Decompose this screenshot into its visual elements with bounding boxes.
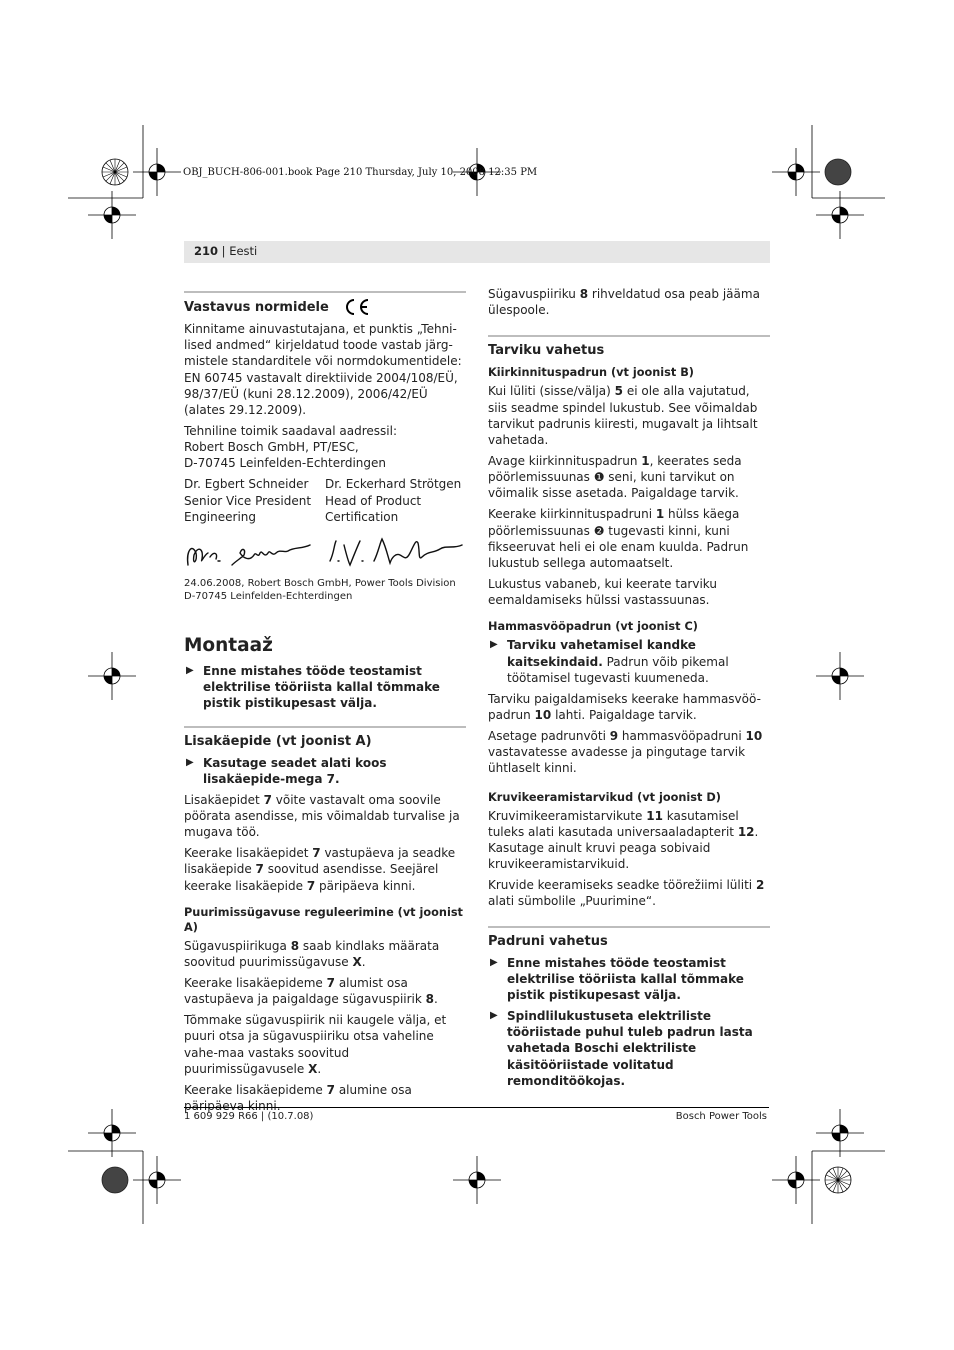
- step-1-icon: ❶: [593, 470, 605, 485]
- text: Dr. Egbert Schneider: [184, 477, 309, 492]
- subsection-title: Kiirkinnituspadrun (vt joonist B): [488, 366, 694, 380]
- t: , keerates seda pöörlemissuunas: [488, 454, 742, 485]
- ref: 7: [306, 878, 316, 893]
- signatory-2: [325, 476, 466, 525]
- t: Kruvide keeramiseks seadke töörežiimi lüliti: [488, 878, 756, 893]
- ref: 7: [326, 976, 335, 991]
- ref: 1: [641, 454, 650, 469]
- subsection-title: Kruvikeeramistarvikud (vt joonist D): [488, 790, 721, 804]
- text: Senior Vice President: [184, 493, 312, 508]
- ref: 8: [579, 287, 589, 301]
- print-info-line: OBJ_BUCH-806-001.book Page 210 Thursday, July 10, 2008 12:35 PM: [183, 167, 538, 178]
- t: Padrun võib pikemal töötamisel tugevasti kuumeneda.: [507, 654, 729, 685]
- text: Dr. Eckerhard Strötgen: [325, 477, 462, 492]
- subsection-title: Hammasvööpadrun (vt joonist C): [488, 620, 698, 634]
- paragraph: [184, 845, 466, 894]
- ref: 7: [255, 862, 264, 877]
- header-separator: |: [218, 244, 230, 258]
- footer-doc-number: 1 609 929 R66 | (10.7.08): [184, 1111, 314, 1122]
- t: hammasvööpadruni: [618, 729, 746, 744]
- t: lahti. Paigaldage tarvik.: [551, 708, 697, 723]
- declaration-address: D-70745 Leinfelden-Echterdingen: [184, 591, 353, 603]
- t: Asetage padrunvõti: [488, 729, 610, 744]
- warning-text: Kasutage seadet alati koos lisakäepide-mega 7.: [203, 755, 387, 786]
- warning-item: [488, 955, 770, 1004]
- step-2-icon: ❷: [593, 523, 605, 538]
- paragraph: [184, 1012, 466, 1077]
- ref: 2: [755, 878, 765, 893]
- ref: 11: [646, 808, 663, 823]
- t: kasutamisel tuleks alati kasutada universaaladapterit: [488, 808, 739, 839]
- warning-item: [488, 637, 770, 686]
- t: soovitud asendisse. Seejärel keerake lisakäepide: [184, 862, 439, 893]
- warning-text: Tarviku vahetamisel kandke kaitsekindaid.: [507, 638, 696, 669]
- section-title: Tarviku vahetus: [488, 343, 605, 359]
- ref: 8: [290, 938, 300, 953]
- ref: 9: [609, 729, 619, 744]
- handwritten-signatures: [184, 531, 466, 575]
- t: vastupäeva ja seadke lisakäepide: [184, 846, 456, 877]
- t: Keerake lisakäepideme: [184, 976, 327, 991]
- left-column: [184, 282, 466, 1119]
- ref: 10: [534, 708, 552, 723]
- t: Sügavuspiirikuga: [184, 938, 291, 953]
- signatories: [184, 476, 466, 525]
- section-title: Lisakäepide (vt joonist A): [184, 733, 372, 749]
- warning-text: Enne mistahes tööde teostamist elektrilise tööriista kallal tõmmake pistik pistikupesast välja.: [203, 664, 440, 711]
- paragraph: Kinnitame ainuvastutajana, et punktis „Tehni-lised andmed“ kirjeldatud toode vastab järg-mistele standarditele või normdokumentidele: EN 60745 vastavalt direktiivide 2004/108/EÜ, 98/37/EÜ (kuni 28.12.2009), 2006/42/EÜ (alates 29.12.2009).: [184, 322, 462, 418]
- t: vastavatesse avadesse ja pingutage tarvik ühtlaselt kinni.: [488, 745, 746, 776]
- t: tugevasti kinni, kuni fikseeruvat heli ei ole enam kuulda. Padrun lukustub sellega automaatselt.: [488, 523, 749, 571]
- t: Kruvimikeeramistarvikute: [488, 808, 647, 823]
- section-conformity: [184, 291, 466, 603]
- paragraph: [184, 938, 466, 970]
- paragraph: [488, 808, 770, 873]
- paragraph: [184, 1082, 466, 1114]
- t: Tarviku paigaldamiseks keerake hammasvöö-padrun: [488, 691, 761, 723]
- t: alumist osa vastupäeva ja paigaldage sügavuspiirik: [184, 976, 426, 1007]
- paragraph: [488, 877, 770, 909]
- page-header-bar: [184, 241, 770, 263]
- t: saab kindlaks määrata soovitud puurimissügavuse: [184, 938, 440, 970]
- ref: 7: [312, 846, 321, 861]
- subsection-title: Puurimissügavuse reguleerimine (vt joonist A): [184, 905, 463, 934]
- t: võite vastavalt oma soovile pöörata asendisse, mis võimaldab turvalise ja mugava töö.: [184, 792, 460, 840]
- paragraph: [488, 728, 770, 777]
- t: alumine osa päripäeva kinni.: [184, 1082, 412, 1114]
- t: Sügavuspiiriku: [488, 287, 580, 301]
- page-number: 210: [194, 244, 219, 258]
- paragraph: [184, 792, 466, 841]
- text: Robert Bosch GmbH, PT/ESC,: [184, 440, 359, 455]
- paragraph: [488, 506, 770, 571]
- paragraph: [184, 423, 466, 472]
- warning-item: [488, 1008, 770, 1089]
- ref: 7: [326, 1082, 335, 1097]
- ref: 8: [425, 992, 434, 1007]
- declaration-date: 24.06.2008, Robert Bosch GmbH, Power Tools Division: [184, 578, 456, 590]
- ref: 7: [263, 792, 272, 807]
- signatory-1: [184, 476, 325, 525]
- paragraph: Lukustus vabaneb, kui keerate tarviku eemaldamiseks hülssi vastassuunas.: [488, 577, 717, 608]
- warning-text: Enne mistahes tööde teostamist elektrilise tööriista kallal tõmmake pistik pistikupesast välja.: [507, 955, 744, 1003]
- header-language: Eesti: [229, 244, 258, 258]
- chapter-title: Montaaž: [184, 635, 273, 657]
- paragraph: [488, 383, 770, 448]
- ref: X: [352, 955, 362, 970]
- ref: 10: [745, 729, 763, 744]
- t: Lisakäepidet: [184, 792, 264, 807]
- t: .: [317, 1061, 322, 1076]
- t: rihveldatud osa peab jääma ülespoole.: [488, 287, 760, 318]
- paragraph: [488, 453, 770, 502]
- t: Keerake kiirkinnituspadruni: [488, 507, 656, 522]
- paragraph: [488, 286, 770, 318]
- section-chuck-change: [488, 926, 770, 1089]
- t: päripäeva kinni.: [315, 878, 416, 893]
- section-accessory-change: [488, 335, 770, 909]
- t: .: [434, 992, 438, 1007]
- ref: 12: [737, 824, 755, 839]
- ref: X: [308, 1061, 318, 1076]
- bullet-arrow-icon: ▶: [490, 1010, 498, 1022]
- bullet-arrow-icon: ▶: [186, 756, 194, 768]
- bullet-arrow-icon: ▶: [186, 665, 194, 677]
- ce-mark-icon: [343, 298, 371, 316]
- t: Keerake lisakäepideme: [184, 1082, 327, 1097]
- text: Engineering: [184, 509, 256, 524]
- t: .: [361, 955, 366, 970]
- t: alati sümbolile „Puurimine“.: [488, 894, 656, 909]
- text: Head of Product: [325, 493, 422, 508]
- footer-brand: Bosch Power Tools: [675, 1111, 767, 1122]
- bullet-arrow-icon: ▶: [490, 639, 498, 651]
- bullet-arrow-icon: ▶: [490, 956, 498, 968]
- t: ei ole alla vajutatud, siis seadme spindel lukustub. See võimaldab tarvikut padrunis kiiresti, mugavalt ja lihtsalt vahetada.: [488, 384, 758, 448]
- text: D-70745 Leinfelden-Echterdingen: [184, 456, 386, 471]
- footer-rule: [184, 1107, 769, 1108]
- t: Tõmmake sügavuspiirik nii kaugele välja, et puuri otsa ja sügavuspiiriku otsa vaheline vahe-maa vastaks soovitud puurimissügavusele: [184, 1013, 447, 1076]
- page-header: [194, 244, 257, 258]
- section-aux-handle: [184, 726, 466, 1115]
- ref: 1: [655, 507, 665, 522]
- section-title: Vastavus normidele: [184, 299, 329, 315]
- right-column: [488, 286, 770, 1094]
- paragraph: [488, 691, 770, 723]
- paragraph: [184, 975, 466, 1007]
- warning-text: Spindlilukustuseta elektriliste tööriistade puhul tuleb padrun lasta vahetada Boschi elektriliste käsitööriistade volitatud remonditöökojas.: [507, 1009, 753, 1088]
- ref: 5: [614, 384, 624, 399]
- t: Keerake lisakäepidet: [184, 846, 313, 861]
- text: Tehniline toimik saadaval aadressil:: [184, 424, 397, 439]
- text: Certification: [325, 509, 399, 524]
- t: seni, kuni tarvikut on võimalik sisse asetada. Paigaldage tarvik.: [488, 470, 739, 501]
- warning-item: [184, 755, 466, 787]
- section-title: Padruni vahetus: [488, 933, 608, 949]
- t: . Kasutage ainult kruvi peaga sobivaid kruvikeeramistarvikuid.: [488, 824, 759, 872]
- warning-item: [184, 663, 466, 712]
- t: hülss käega pöörlemissuunas: [488, 507, 740, 538]
- t: Kui lüliti (sisse/välja): [488, 384, 615, 399]
- t: Avage kiirkinnituspadrun: [488, 454, 642, 469]
